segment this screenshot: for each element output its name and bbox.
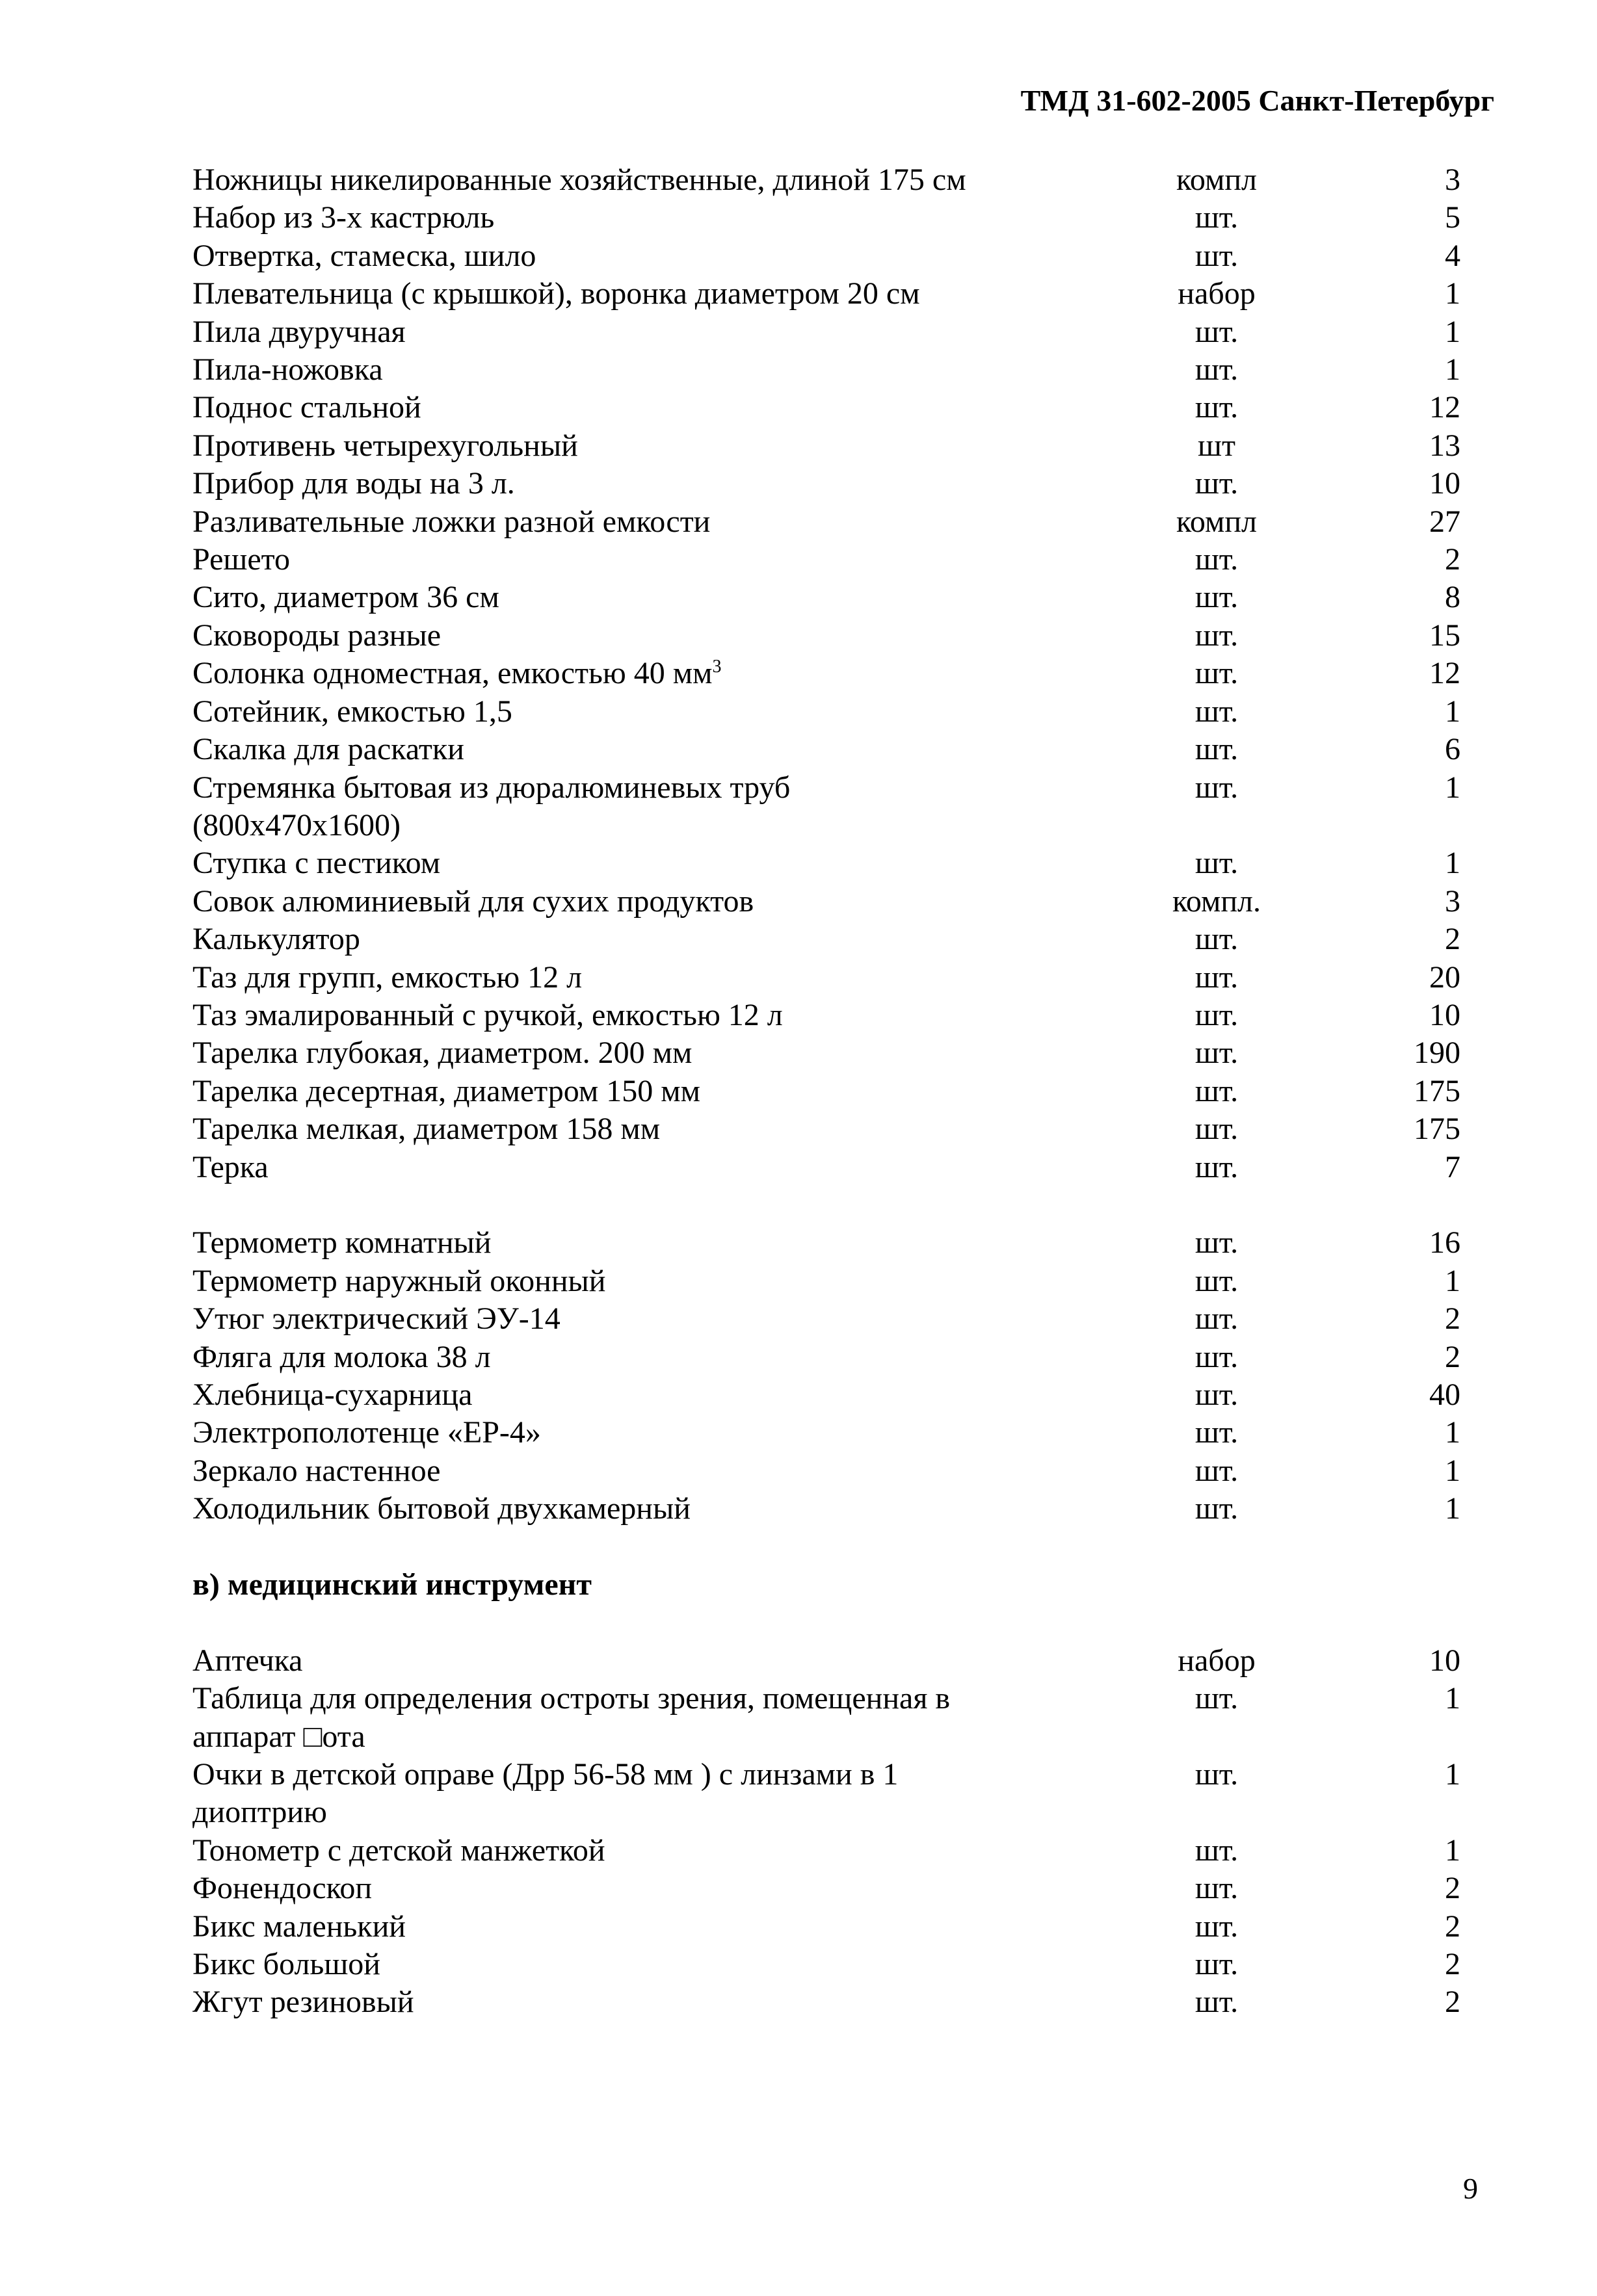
list-item (192, 503, 1460, 541)
item-quantity: 10 (1429, 1643, 1460, 1678)
list-item (192, 1908, 1460, 1946)
document-header: ТМД 31-602-2005 Санкт-Петербург (1020, 84, 1494, 117)
list-item (192, 883, 1460, 920)
list-item (192, 1300, 1460, 1338)
item-quantity: 1 (1445, 770, 1460, 805)
item-quantity: 12 (1429, 390, 1460, 425)
item-unit: шт. (1194, 352, 1239, 387)
equipment-list-part1 (192, 161, 1460, 1186)
item-unit: шт. (1194, 1833, 1239, 1868)
item-name (192, 389, 1005, 426)
list-item (192, 1262, 1460, 1300)
item-unit: шт. (1194, 1909, 1239, 1944)
item-name (192, 1034, 1005, 1072)
item-name (192, 351, 1005, 389)
list-item (192, 731, 1460, 768)
item-name (192, 1338, 1005, 1376)
item-name-text: Фонендоскоп (192, 1871, 373, 1906)
item-name (192, 844, 1005, 882)
list-item (192, 997, 1460, 1034)
item-unit: шт. (1194, 1871, 1239, 1906)
list-item (192, 1756, 1460, 1832)
item-unit: шт. (1194, 1985, 1239, 2020)
list-item (192, 427, 1460, 465)
item-name (192, 1983, 1005, 2021)
list-item (192, 1642, 1460, 1680)
item-name (192, 161, 1005, 199)
item-quantity: 1 (1445, 846, 1460, 881)
list-item (192, 844, 1460, 882)
item-quantity: 6 (1445, 732, 1460, 767)
item-unit: шт. (1194, 656, 1239, 691)
item-name-text: Поднос стальной (192, 390, 421, 425)
item-unit: шт. (1194, 1681, 1239, 1716)
list-item (192, 617, 1460, 655)
list-item (192, 1832, 1460, 1870)
item-name-text: Фляга для молока 38 л (192, 1339, 491, 1374)
list-item (192, 1376, 1460, 1414)
item-unit: шт. (1194, 846, 1239, 881)
item-name (192, 655, 1005, 692)
item-name-text: Тарелка глубокая, диаметром. 200 мм (192, 1036, 693, 1071)
item-name (192, 1870, 1005, 1907)
list-item (192, 959, 1460, 997)
item-name (192, 1414, 1005, 1452)
section-title: в) медицинский инструмент (192, 1567, 592, 1602)
item-name-text: Термометр комнатный (192, 1225, 492, 1260)
list-item (192, 1414, 1460, 1452)
list-item (192, 693, 1460, 731)
item-name-text: Скалка для раскатки (192, 732, 464, 767)
item-unit: шт. (1194, 1757, 1239, 1792)
item-name (192, 1376, 1005, 1414)
item-name-text: Отвертка, стамеска, шило (192, 238, 536, 273)
item-name-text: Таблица для определения остроты зрения, помещенная в аппарат □ота (192, 1681, 951, 1754)
item-name (192, 1490, 1005, 1528)
list-item (192, 161, 1460, 199)
page-number: 9 (1463, 2172, 1478, 2205)
item-quantity: 2 (1445, 1947, 1460, 1982)
item-unit: шт. (1194, 542, 1239, 577)
item-name-text: Сито, диаметром 36 см (192, 580, 499, 615)
item-quantity: 175 (1414, 1073, 1460, 1108)
item-name-text: Жгут резиновый (192, 1985, 414, 2020)
list-item (192, 579, 1460, 616)
item-quantity: 1 (1445, 1757, 1460, 1792)
item-name-text: Калькулятор (192, 922, 360, 957)
list-item (192, 541, 1460, 579)
item-name (192, 237, 1005, 275)
item-quantity: 8 (1445, 580, 1460, 615)
item-name-text: Решето (192, 542, 290, 577)
list-item (192, 351, 1460, 389)
list-item (192, 1338, 1460, 1376)
item-quantity: 20 (1429, 959, 1460, 995)
spacer (192, 1528, 1441, 1566)
item-name (192, 731, 1005, 768)
item-quantity: 10 (1429, 466, 1460, 501)
item-unit: шт. (1194, 770, 1239, 805)
item-name-text: Тарелка десертная, диаметром 150 мм (192, 1073, 700, 1108)
item-unit: шт. (1194, 1415, 1239, 1450)
item-name (192, 1110, 1005, 1148)
item-name (192, 199, 1005, 237)
item-unit: шт. (1194, 732, 1239, 767)
item-name-text: Набор из 3-х кастрюль (192, 200, 495, 235)
item-name-text: Стремянка бытовая из дюралюминевых труб (800x470x1600) (192, 770, 791, 842)
item-unit: шт. (1194, 1149, 1239, 1184)
list-item (192, 1073, 1460, 1110)
spacer (192, 1604, 1441, 1641)
item-quantity: 16 (1429, 1225, 1460, 1260)
equipment-list (192, 161, 1460, 2022)
list-item (192, 1490, 1460, 1528)
item-unit: шт. (1194, 959, 1239, 995)
item-name-text: Бикс маленький (192, 1909, 406, 1944)
list-item (192, 1110, 1460, 1148)
list-item (192, 1870, 1460, 1907)
item-quantity: 13 (1429, 428, 1460, 463)
item-unit: шт. (1194, 1947, 1239, 1982)
item-quantity: 1 (1445, 276, 1460, 311)
item-name-text: Аптечка (192, 1643, 303, 1678)
item-unit: шт. (1194, 200, 1239, 235)
item-name-text: Сковороды разные (192, 618, 442, 653)
item-name (192, 617, 1005, 655)
item-unit: шт. (1194, 466, 1239, 501)
item-name (192, 503, 1005, 541)
item-name (192, 427, 1005, 465)
list-item (192, 1224, 1460, 1262)
item-quantity: 1 (1445, 1415, 1460, 1450)
item-name-text: Терка (192, 1149, 269, 1184)
item-unit: шт. (1194, 997, 1239, 1032)
item-quantity: 27 (1429, 504, 1460, 539)
list-item (192, 465, 1460, 502)
item-unit: набор (1178, 276, 1256, 311)
item-quantity: 2 (1445, 1985, 1460, 2020)
item-unit: шт. (1194, 1225, 1239, 1260)
item-name (192, 465, 1005, 502)
list-item (192, 199, 1460, 237)
item-name-text: Тонометр с детской манжеткой (192, 1833, 605, 1868)
item-quantity: 10 (1429, 997, 1460, 1032)
item-quantity: 15 (1429, 618, 1460, 653)
item-quantity: 40 (1429, 1377, 1460, 1412)
item-name (192, 1262, 1005, 1300)
list-item (192, 1149, 1460, 1186)
item-name-text: Солонка одноместная, емкостью 40 мм (192, 656, 713, 691)
list-item (192, 389, 1460, 426)
medical-instruments-list (192, 1642, 1460, 2022)
item-name-text: Термометр наружный оконный (192, 1263, 606, 1298)
item-unit: шт. (1194, 1263, 1239, 1298)
item-name (192, 1946, 1005, 1983)
item-quantity: 3 (1445, 883, 1460, 919)
item-name-text: Ножницы никелированные хозяйственные, длиной 175 см (192, 163, 966, 197)
item-quantity: 1 (1445, 352, 1460, 387)
item-name (192, 959, 1005, 997)
list-item (192, 313, 1460, 351)
item-name-text: Пила-ножовка (192, 352, 383, 387)
item-unit: компл (1176, 163, 1257, 197)
item-name-text: Электрополотенце «ЕР-4» (192, 1415, 541, 1450)
item-name-text: Противень четырехугольный (192, 428, 578, 463)
item-unit: компл (1176, 504, 1257, 539)
item-name (192, 1908, 1005, 1946)
item-quantity: 7 (1445, 1149, 1460, 1184)
item-name (192, 1642, 1005, 1680)
item-unit: шт. (1194, 390, 1239, 425)
item-unit: шт. (1194, 618, 1239, 653)
item-name (192, 997, 1005, 1034)
equipment-list-part2 (192, 1224, 1460, 1528)
item-quantity: 5 (1445, 200, 1460, 235)
list-item (192, 237, 1460, 275)
item-name-text: Тарелка мелкая, диаметром 158 мм (192, 1112, 661, 1147)
item-quantity: 12 (1429, 656, 1460, 691)
item-name (192, 920, 1005, 958)
item-quantity: 190 (1414, 1036, 1460, 1071)
item-name (192, 1680, 1005, 1756)
item-name-text: Ступка с пестиком (192, 846, 441, 881)
item-name-text: Прибор для воды на 3 л. (192, 466, 515, 501)
item-unit: шт. (1194, 314, 1239, 349)
item-unit: шт. (1194, 922, 1239, 957)
item-unit: шт. (1194, 1112, 1239, 1147)
item-unit: шт. (1194, 1073, 1239, 1108)
item-name (192, 1452, 1005, 1490)
item-unit: шт. (1194, 1491, 1239, 1526)
item-name (192, 693, 1005, 731)
spacer (192, 1186, 1441, 1224)
item-name-text: Таз эмалированный с ручкой, емкостью 12 л (192, 997, 783, 1032)
item-name (192, 1224, 1005, 1262)
item-name (192, 769, 1005, 845)
item-name-text: Бикс большой (192, 1947, 380, 1982)
item-unit: компл. (1172, 883, 1261, 919)
list-item (192, 1034, 1460, 1072)
item-quantity: 1 (1445, 1833, 1460, 1868)
item-name-text: Пила двуручная (192, 314, 406, 349)
list-item (192, 920, 1460, 958)
item-unit: шт. (1194, 1036, 1239, 1071)
item-unit: шт. (1194, 1339, 1239, 1374)
item-unit: шт. (1194, 694, 1239, 729)
item-name (192, 883, 1005, 920)
item-unit: шт. (1194, 580, 1239, 615)
item-quantity: 1 (1445, 694, 1460, 729)
item-quantity: 1 (1445, 314, 1460, 349)
item-name-text: Холодильник бытовой двухкамерный (192, 1491, 691, 1526)
item-name (192, 541, 1005, 579)
item-quantity: 1 (1445, 1491, 1460, 1526)
item-quantity: 3 (1445, 163, 1460, 197)
item-quantity: 4 (1445, 238, 1460, 273)
item-quantity: 2 (1445, 1909, 1460, 1944)
item-name-text: Разливательные ложки разной емкости (192, 504, 711, 539)
item-name-text: Очки в детской оправе (Дрр 56-58 мм ) с линзами в 1 диоптрию (192, 1757, 899, 1830)
list-item (192, 1680, 1460, 1756)
item-name-text: Плевательница (с крышкой), воронка диаметром 20 см (192, 276, 920, 311)
list-item (192, 275, 1460, 313)
item-unit: шт. (1194, 1377, 1239, 1412)
item-name (192, 1073, 1005, 1110)
item-name (192, 1832, 1005, 1870)
item-name-text: Зеркало настенное (192, 1453, 441, 1488)
item-unit: шт. (1194, 1453, 1239, 1488)
item-name (192, 313, 1005, 351)
item-quantity: 2 (1445, 1339, 1460, 1374)
item-name (192, 275, 1005, 313)
item-name-text: Хлебница-сухарница (192, 1377, 473, 1412)
list-item (192, 769, 1460, 845)
list-item (192, 1946, 1460, 1983)
list-item (192, 1452, 1460, 1490)
item-unit: шт (1198, 428, 1235, 463)
item-unit: шт. (1194, 1301, 1239, 1337)
item-name (192, 579, 1005, 616)
item-quantity: 2 (1445, 1871, 1460, 1906)
item-name (192, 1149, 1005, 1186)
item-quantity: 1 (1445, 1453, 1460, 1488)
list-item (192, 655, 1460, 692)
item-superscript: 3 (712, 657, 722, 677)
item-quantity: 2 (1445, 542, 1460, 577)
item-quantity: 1 (1445, 1681, 1460, 1716)
list-item (192, 1983, 1460, 2021)
item-name-text: Утюг электрический ЭУ-14 (192, 1301, 561, 1337)
item-name-text: Сотейник, емкостью 1,5 (192, 694, 512, 729)
item-quantity: 2 (1445, 922, 1460, 957)
item-unit: шт. (1194, 238, 1239, 273)
item-unit: набор (1178, 1643, 1256, 1678)
item-name-text: Совок алюминиевый для сухих продуктов (192, 883, 754, 919)
item-quantity: 1 (1445, 1263, 1460, 1298)
item-name (192, 1756, 1005, 1832)
item-quantity: 175 (1414, 1112, 1460, 1147)
item-name-text: Таз для групп, емкостью 12 л (192, 959, 583, 995)
item-quantity: 2 (1445, 1301, 1460, 1337)
item-name (192, 1300, 1005, 1338)
